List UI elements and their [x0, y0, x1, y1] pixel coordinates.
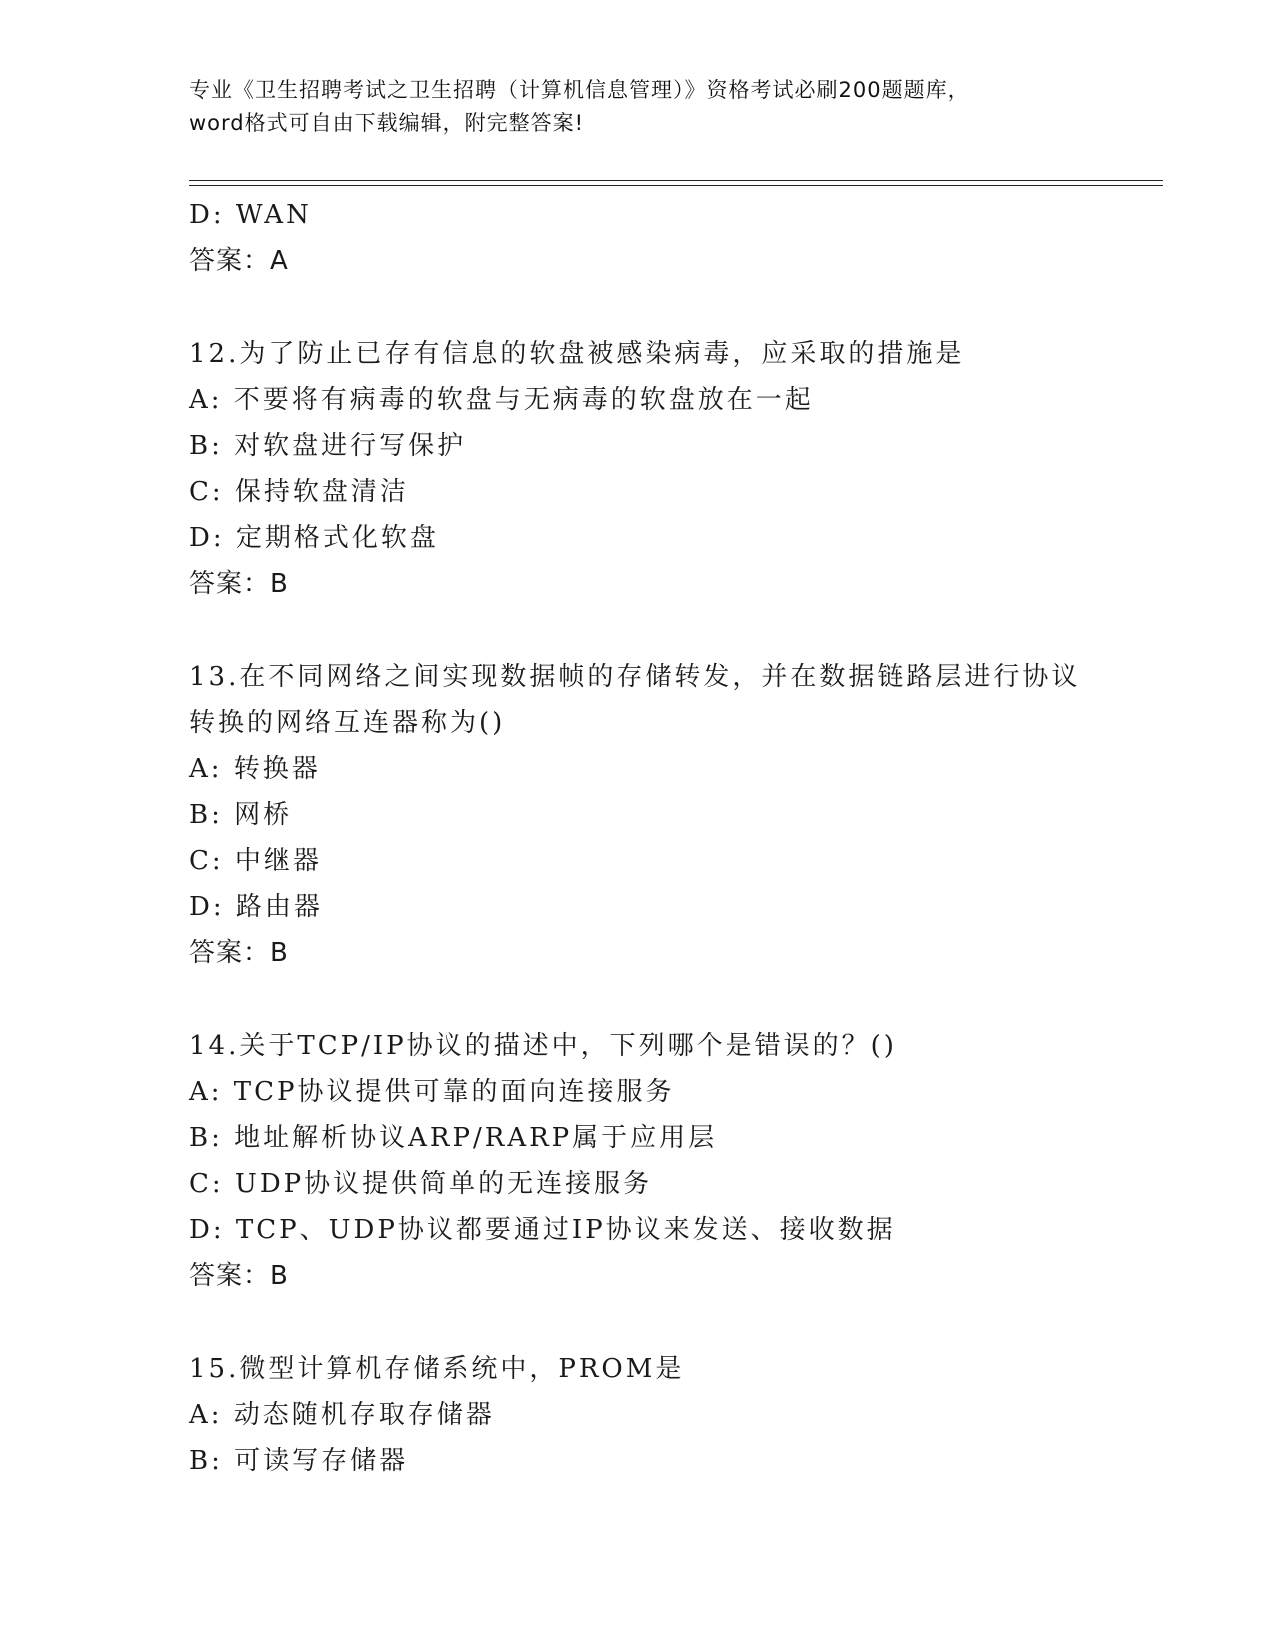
- question-13: [189, 654, 1149, 976]
- option-c: C: UDP协议提供简单的无连接服务: [189, 1169, 653, 1199]
- question-stem: 13.在不同网络之间实现数据帧的存储转发，并在数据链路层进行协议: [189, 662, 1081, 692]
- option-c: C: 保持软盘清洁: [189, 477, 409, 507]
- answer-line: 答案：B: [189, 1261, 289, 1291]
- option-d: D: TCP、UDP协议都要通过IP协议来发送、接收数据: [189, 1215, 896, 1245]
- question-stem: 12.为了防止已存有信息的软盘被感染病毒，应采取的措施是: [189, 339, 965, 369]
- question-12: [189, 331, 1149, 607]
- question-gap: [189, 1299, 1149, 1346]
- option-a: A: 动态随机存取存储器: [189, 1400, 495, 1430]
- question-gap: [189, 284, 1149, 331]
- option-d: D: 定期格式化软盘: [189, 523, 439, 553]
- option-a: A: 转换器: [189, 754, 321, 784]
- question-gap: [189, 976, 1149, 1023]
- option-c: C: 中继器: [189, 846, 322, 876]
- option-b: B: 网桥: [189, 800, 293, 830]
- option-d: D: 路由器: [189, 892, 323, 922]
- question-stem: 14.关于TCP/IP协议的描述中，下列哪个是错误的？(): [189, 1031, 897, 1061]
- header-rule-top: [189, 180, 1163, 181]
- option-b: B: 可读写存储器: [189, 1446, 409, 1476]
- question-stem: 15.微型计算机存储系统中，PROM是: [189, 1354, 685, 1384]
- answer-line: 答案：B: [189, 938, 289, 968]
- answer-line: 答案：B: [189, 569, 289, 599]
- option-a: A: TCP协议提供可靠的面向连接服务: [189, 1077, 675, 1107]
- question-list: [189, 192, 1149, 1484]
- question-stem-continued: 转换的网络互连器称为(): [189, 708, 506, 738]
- option-b: B: 地址解析协议ARP/RARP属于应用层: [189, 1123, 718, 1153]
- question-14: [189, 1023, 1149, 1299]
- question-15: [189, 1346, 1149, 1484]
- answer-line: 答案：A: [189, 246, 289, 276]
- option-a: A: 不要将有病毒的软盘与无病毒的软盘放在一起: [189, 385, 814, 415]
- header-line-2: word格式可自由下载编辑，附完整答案!: [189, 111, 585, 135]
- document-header: [189, 74, 1089, 140]
- option-d: D: WAN: [189, 200, 312, 230]
- option-b: B: 对软盘进行写保护: [189, 431, 467, 461]
- header-rule-bottom: [189, 185, 1163, 186]
- question-gap: [189, 607, 1149, 654]
- header-line-1: 专业《卫生招聘考试之卫生招聘（计算机信息管理）》资格考试必刷200题题库，: [189, 78, 970, 102]
